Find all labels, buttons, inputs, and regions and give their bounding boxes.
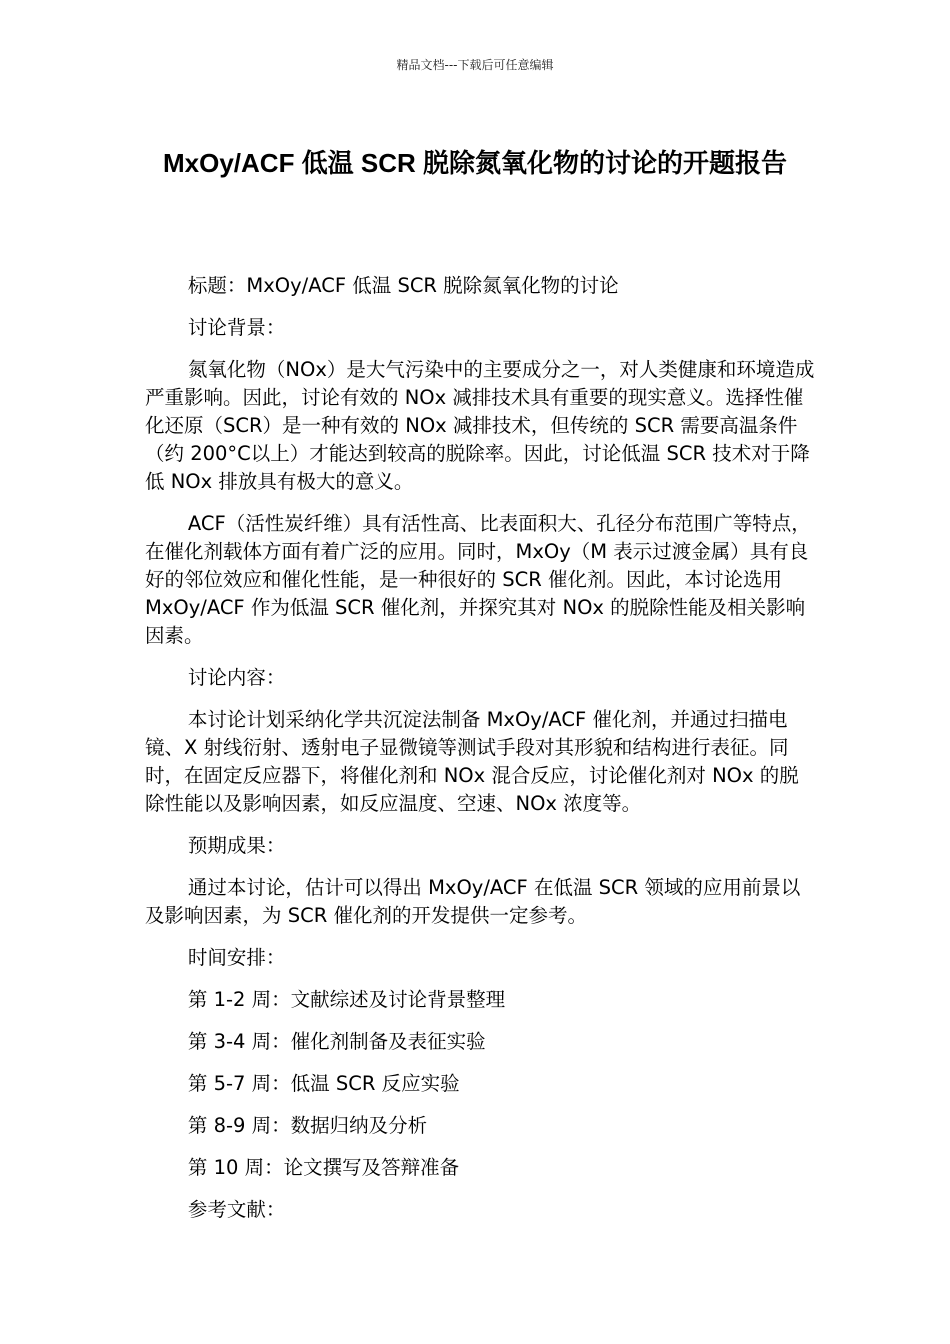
background-paragraph-1: 氮氧化物（NOx）是大气污染中的主要成分之一，对人类健康和环境造成严重影响。因此，讨论有效的 NOx 减排技术具有重要的现实意义。选择性催化还原（SCR）是一种有效的 NOx 减排技术，但传统的 SCR 需要高温条件（约 200°C以上）才能达到较高的脱除率。因此，讨论低温 SCR 技术对于降低 NOx 排放具有极大的意义。 — [145, 358, 815, 493]
schedule-item: 第 1-2 周：文献综述及讨论背景整理 — [187, 988, 506, 1011]
header-note: 精品文档---下载后可任意编辑 — [396, 58, 554, 72]
background-heading: 讨论背景： — [187, 316, 286, 339]
document-title: MxOy/ACF 低温 SCR 脱除氮氧化物的讨论的开题报告 — [162, 148, 788, 178]
content-paragraph: 本讨论计划采纳化学共沉淀法制备 MxOy/ACF 催化剂，并通过扫描电镜、X 射线衍射、透射电子显微镜等测试手段对其形貌和结构进行表征。同时，在固定反应器下，将催化剂和 NOx 混合反应，讨论催化剂对 NOx 的脱除性能以及影响因素，如反应温度、空速、NOx 浓度等。 — [145, 708, 799, 815]
document-body — [145, 272, 817, 1238]
schedule-item: 第 5-7 周：低温 SCR 反应实验 — [187, 1072, 460, 1095]
schedule-item: 第 8-9 周：数据归纳及分析 — [187, 1114, 428, 1137]
results-heading: 预期成果： — [187, 834, 286, 857]
references-heading: 参考文献： — [187, 1198, 286, 1221]
background-paragraph-2: ACF（活性炭纤维）具有活性高、比表面积大、孔径分布范围广等特点，在催化剂载体方面有着广泛的应用。同时，MxOy（M 表示过渡金属）具有良好的邻位效应和催化性能，是一种很好的 SCR 催化剂。因此，本讨论选用 MxOy/ACF 作为低温 SCR 催化剂，并探究其对 NOx 的脱除性能及相关影响因素。 — [145, 512, 811, 647]
schedule-heading: 时间安排： — [187, 946, 286, 969]
content-heading: 讨论内容： — [187, 666, 286, 689]
schedule-item: 第 3-4 周：催化剂制备及表征实验 — [187, 1030, 486, 1053]
results-paragraph: 通过本讨论，估计可以得出 MxOy/ACF 在低温 SCR 领域的应用前景以及影响因素，为 SCR 催化剂的开发提供一定参考。 — [145, 876, 801, 927]
schedule-item: 第 10 周：论文撰写及答辩准备 — [187, 1156, 460, 1179]
subject-line: 标题：MxOy/ACF 低温 SCR 脱除氮氧化物的讨论 — [187, 274, 619, 297]
